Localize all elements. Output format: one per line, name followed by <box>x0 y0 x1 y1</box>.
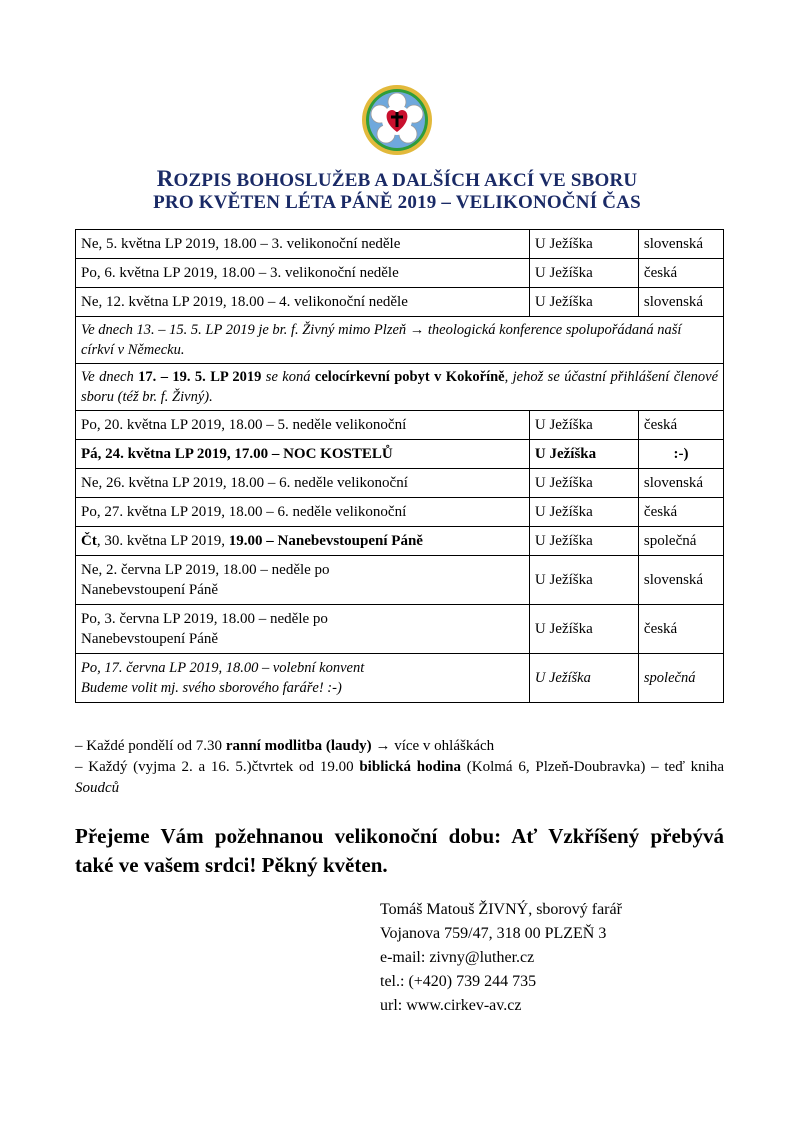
place-cell: U Ježíška <box>529 259 638 288</box>
note-line <box>75 736 724 757</box>
signature-name: Tomáš Matouš ŽIVNÝ, sborový farář <box>380 901 622 918</box>
place-cell: U Ježíška <box>529 605 638 654</box>
note-cell <box>76 364 724 411</box>
table-row <box>76 440 724 469</box>
note-line <box>75 757 724 799</box>
event-cell: Ne, 12. května LP 2019, 18.00 – 4. velikonoční neděle <box>76 288 530 317</box>
note-cell: Ve dnech 13. – 15. 5. LP 2019 je br. f. Živný mimo Plzeň → theologická konference spolupořádaná naší církví v Německu. <box>76 317 724 364</box>
place-cell: U Ježíška <box>529 440 638 469</box>
page-title-line2: PRO KVĚTEN LÉTA PÁNĚ 2019 – VELIKONOČNÍ ČAS <box>153 192 641 213</box>
event-cell <box>76 527 530 556</box>
luther-rose-logo <box>361 84 433 156</box>
table-row <box>76 411 724 440</box>
signature-email: e-mail: zivny@luther.cz <box>380 949 535 966</box>
event-day: Čt <box>81 533 97 549</box>
language-cell: slovenská <box>638 556 723 605</box>
note-highlight: ranní modlitba (laudy) <box>225 738 372 754</box>
place-cell: U Ježíška <box>529 556 638 605</box>
language-cell: česká <box>638 605 723 654</box>
place-cell: U Ježíška <box>529 654 638 703</box>
note-text: → více v ohláškách <box>371 738 495 754</box>
language-cell: česká <box>638 259 723 288</box>
event-line: Po, 17. června LP 2019, 18.00 – volební konvent <box>81 660 365 676</box>
place-cell: U Ježíška <box>529 498 638 527</box>
event-cell: Po, 6. května LP 2019, 18.00 – 3. velikonoční neděle <box>76 259 530 288</box>
table-row <box>76 230 724 259</box>
signature-url: url: www.cirkev-av.cz <box>380 997 522 1014</box>
signature-block <box>380 898 622 1018</box>
place-cell: U Ježíška <box>529 527 638 556</box>
language-cell: slovenská <box>638 230 723 259</box>
table-row-note <box>76 364 724 411</box>
signature-address: Vojanova 759/47, 318 00 PLZEŇ 3 <box>380 925 607 942</box>
event-cell: Po, 3. června LP 2019, 18.00 – neděle po Nanebevstoupení Páně <box>76 605 530 654</box>
event-date: , 30. května LP 2019, <box>96 533 229 549</box>
note-text: (Kolmá 6, Plzeň-Doubravka) – teď kniha <box>461 759 724 775</box>
schedule-table <box>75 229 724 703</box>
table-row <box>76 469 724 498</box>
event-cell: Ne, 5. května LP 2019, 18.00 – 3. velikonoční neděle <box>76 230 530 259</box>
table-row-note <box>76 317 724 364</box>
event-title: 19.00 – Nanebevstoupení Páně <box>228 533 423 549</box>
page-title-line1: ROZPIS BOHOSLUŽEB A DALŠÍCH AKCÍ VE SBORU <box>156 166 638 191</box>
table-row <box>76 288 724 317</box>
event-cell: Ne, 2. června LP 2019, 18.00 – neděle po Nanebevstoupení Páně <box>76 556 530 605</box>
event-cell: Ne, 26. května LP 2019, 18.00 – 6. neděle velikonoční <box>76 469 530 498</box>
event-cell: Po, 20. května LP 2019, 18.00 – 5. neděle velikonoční <box>76 411 530 440</box>
place-cell: U Ježíška <box>529 469 638 498</box>
note-highlight: biblická hodina <box>359 759 461 775</box>
event-cell <box>76 654 530 703</box>
note-dates: 17. – 19. 5. LP 2019 <box>138 369 262 385</box>
regular-events-notes <box>75 736 724 799</box>
blessing-text: Přejeme Vám požehnanou velikonoční dobu: Ať Vzkříšený přebývá také ve vašem srdci! Pěkný květen. <box>75 824 724 877</box>
note-text: – Každé pondělí od 7.30 <box>75 738 226 754</box>
language-cell: slovenská <box>638 469 723 498</box>
language-cell: česká <box>638 498 723 527</box>
note-book: Soudců <box>75 780 120 796</box>
event-line: Budeme volit mj. svého sborového faráře! :-) <box>81 680 342 696</box>
note-text: Ve dnech <box>81 369 139 385</box>
note-text: – Každý (vyjma 2. a 16. 5.)čtvrtek od 19.00 <box>75 759 360 775</box>
event-cell: Po, 27. května LP 2019, 18.00 – 6. neděle velikonoční <box>76 498 530 527</box>
language-cell: společná <box>638 527 723 556</box>
table-row <box>76 556 724 605</box>
event-cell: Pá, 24. května LP 2019, 17.00 – NOC KOSTELŮ <box>76 440 530 469</box>
place-cell: U Ježíška <box>529 411 638 440</box>
language-cell: :-) <box>638 440 723 469</box>
place-cell: U Ježíška <box>529 288 638 317</box>
signature-phone: tel.: (+420) 739 244 735 <box>380 973 537 990</box>
note-text: se koná <box>261 369 315 385</box>
table-row <box>76 605 724 654</box>
note-text: , jehož se účastní přihlášení členové sboru (též br. f. Živný). <box>81 369 718 405</box>
table-row <box>76 498 724 527</box>
place-cell: U Ježíška <box>529 230 638 259</box>
table-row <box>76 259 724 288</box>
language-cell: česká <box>638 411 723 440</box>
table-row <box>76 527 724 556</box>
table-row <box>76 654 724 703</box>
language-cell: slovenská <box>638 288 723 317</box>
language-cell: společná <box>638 654 723 703</box>
note-event: celocírkevní pobyt v Kokoříně <box>314 369 505 385</box>
